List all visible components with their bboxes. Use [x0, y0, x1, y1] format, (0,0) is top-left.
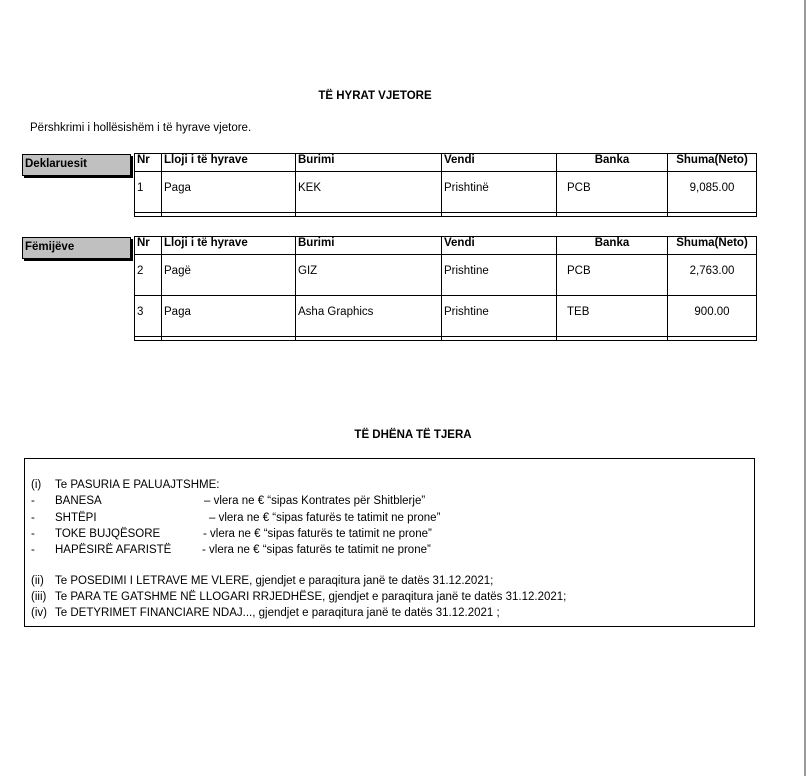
header-nr: Nr [135, 154, 162, 172]
header-amount: Shuma(Neto) [668, 237, 757, 255]
cell-bank: PCB [557, 172, 668, 213]
declarant-label: Deklaruesit [22, 154, 131, 176]
property-value: - vlera ne € “sipas faturës te tatimit ne prone” [202, 544, 431, 556]
list-dash: - [31, 495, 35, 507]
cell-source: KEK [296, 172, 442, 213]
header-place: Vendi [442, 237, 557, 255]
table-spacer-row [135, 337, 757, 341]
item-number: (iv) [31, 607, 47, 619]
table-row [135, 255, 757, 296]
header-amount: Shuma(Neto) [668, 154, 757, 172]
property-name: TOKE BUJQËSORE [55, 528, 161, 540]
cell-nr: 3 [135, 296, 162, 337]
cell-place: Prishtine [442, 296, 557, 337]
cell-source: Asha Graphics [296, 296, 442, 337]
table-row [135, 172, 757, 213]
page-title: TË HYRAT VJETORE [318, 90, 432, 102]
cell-bank: PCB [557, 255, 668, 296]
property-name: SHTËPI [55, 512, 97, 524]
header-bank: Banka [557, 237, 668, 255]
item-number: (ii) [31, 575, 44, 587]
children-label: Fëmijëve [22, 237, 131, 259]
item-number: (iii) [31, 591, 47, 603]
item-text: Te POSEDIMI I LETRAVE ME VLERE, gjendjet e paraqitura janë te datës 31.12.2021; [55, 575, 494, 587]
item-number: (i) [31, 479, 42, 491]
cell-place: Prishtine [442, 255, 557, 296]
cell-amount: 9,085.00 [668, 172, 757, 213]
cell-amount: 900.00 [668, 296, 757, 337]
property-value: – vlera ne € “sipas faturës te tatimit ne prone” [209, 512, 441, 524]
cell-nr: 2 [135, 255, 162, 296]
table-header-row [135, 237, 757, 255]
header-place: Vendi [442, 154, 557, 172]
other-data-box [24, 458, 755, 627]
cell-type: Paga [162, 172, 296, 213]
table-header-row [135, 154, 757, 172]
item-text: Te PARA TE GATSHME NË LLOGARI RRJEDHËSE, gjendjet e paraqitura janë te datës 31.12.2021; [55, 591, 567, 603]
list-dash: - [31, 512, 35, 524]
property-value: – vlera ne € “sipas Kontrates për Shitblerje” [204, 495, 426, 507]
list-dash: - [31, 528, 35, 540]
cell-nr: 1 [135, 172, 162, 213]
property-value: - vlera ne € “sipas faturës te tatimit ne prone” [203, 528, 432, 540]
item-text: Te DETYRIMET FINANCIARE NDAJ..., gjendjet e paraqitura janë te datës 31.12.2021 ; [55, 607, 500, 619]
cell-type: Pagë [162, 255, 296, 296]
header-bank: Banka [557, 154, 668, 172]
page-subtitle: Përshkrimi i hollësishëm i të hyrave vjetore. [30, 122, 252, 134]
header-source: Burimi [296, 237, 442, 255]
immovable-property-title: Te PASURIA E PALUAJTSHME: [55, 479, 220, 491]
header-source: Burimi [296, 154, 442, 172]
header-type: Lloji i të hyrave [162, 154, 296, 172]
table-spacer-row [135, 213, 757, 217]
table-row [135, 296, 757, 337]
cell-source: GIZ [296, 255, 442, 296]
property-name: HAPËSIRË AFARISTË [55, 544, 172, 556]
other-data-title: TË DHËNA TË TJERA [354, 429, 472, 441]
header-type: Lloji i të hyrave [162, 237, 296, 255]
cell-place: Prishtinë [442, 172, 557, 213]
children-income-table [134, 236, 757, 341]
cell-type: Paga [162, 296, 296, 337]
declarant-income-table [134, 153, 757, 217]
property-name: BANESA [55, 495, 102, 507]
cell-bank: TEB [557, 296, 668, 337]
list-dash: - [31, 544, 35, 556]
cell-amount: 2,763.00 [668, 255, 757, 296]
header-nr: Nr [135, 237, 162, 255]
